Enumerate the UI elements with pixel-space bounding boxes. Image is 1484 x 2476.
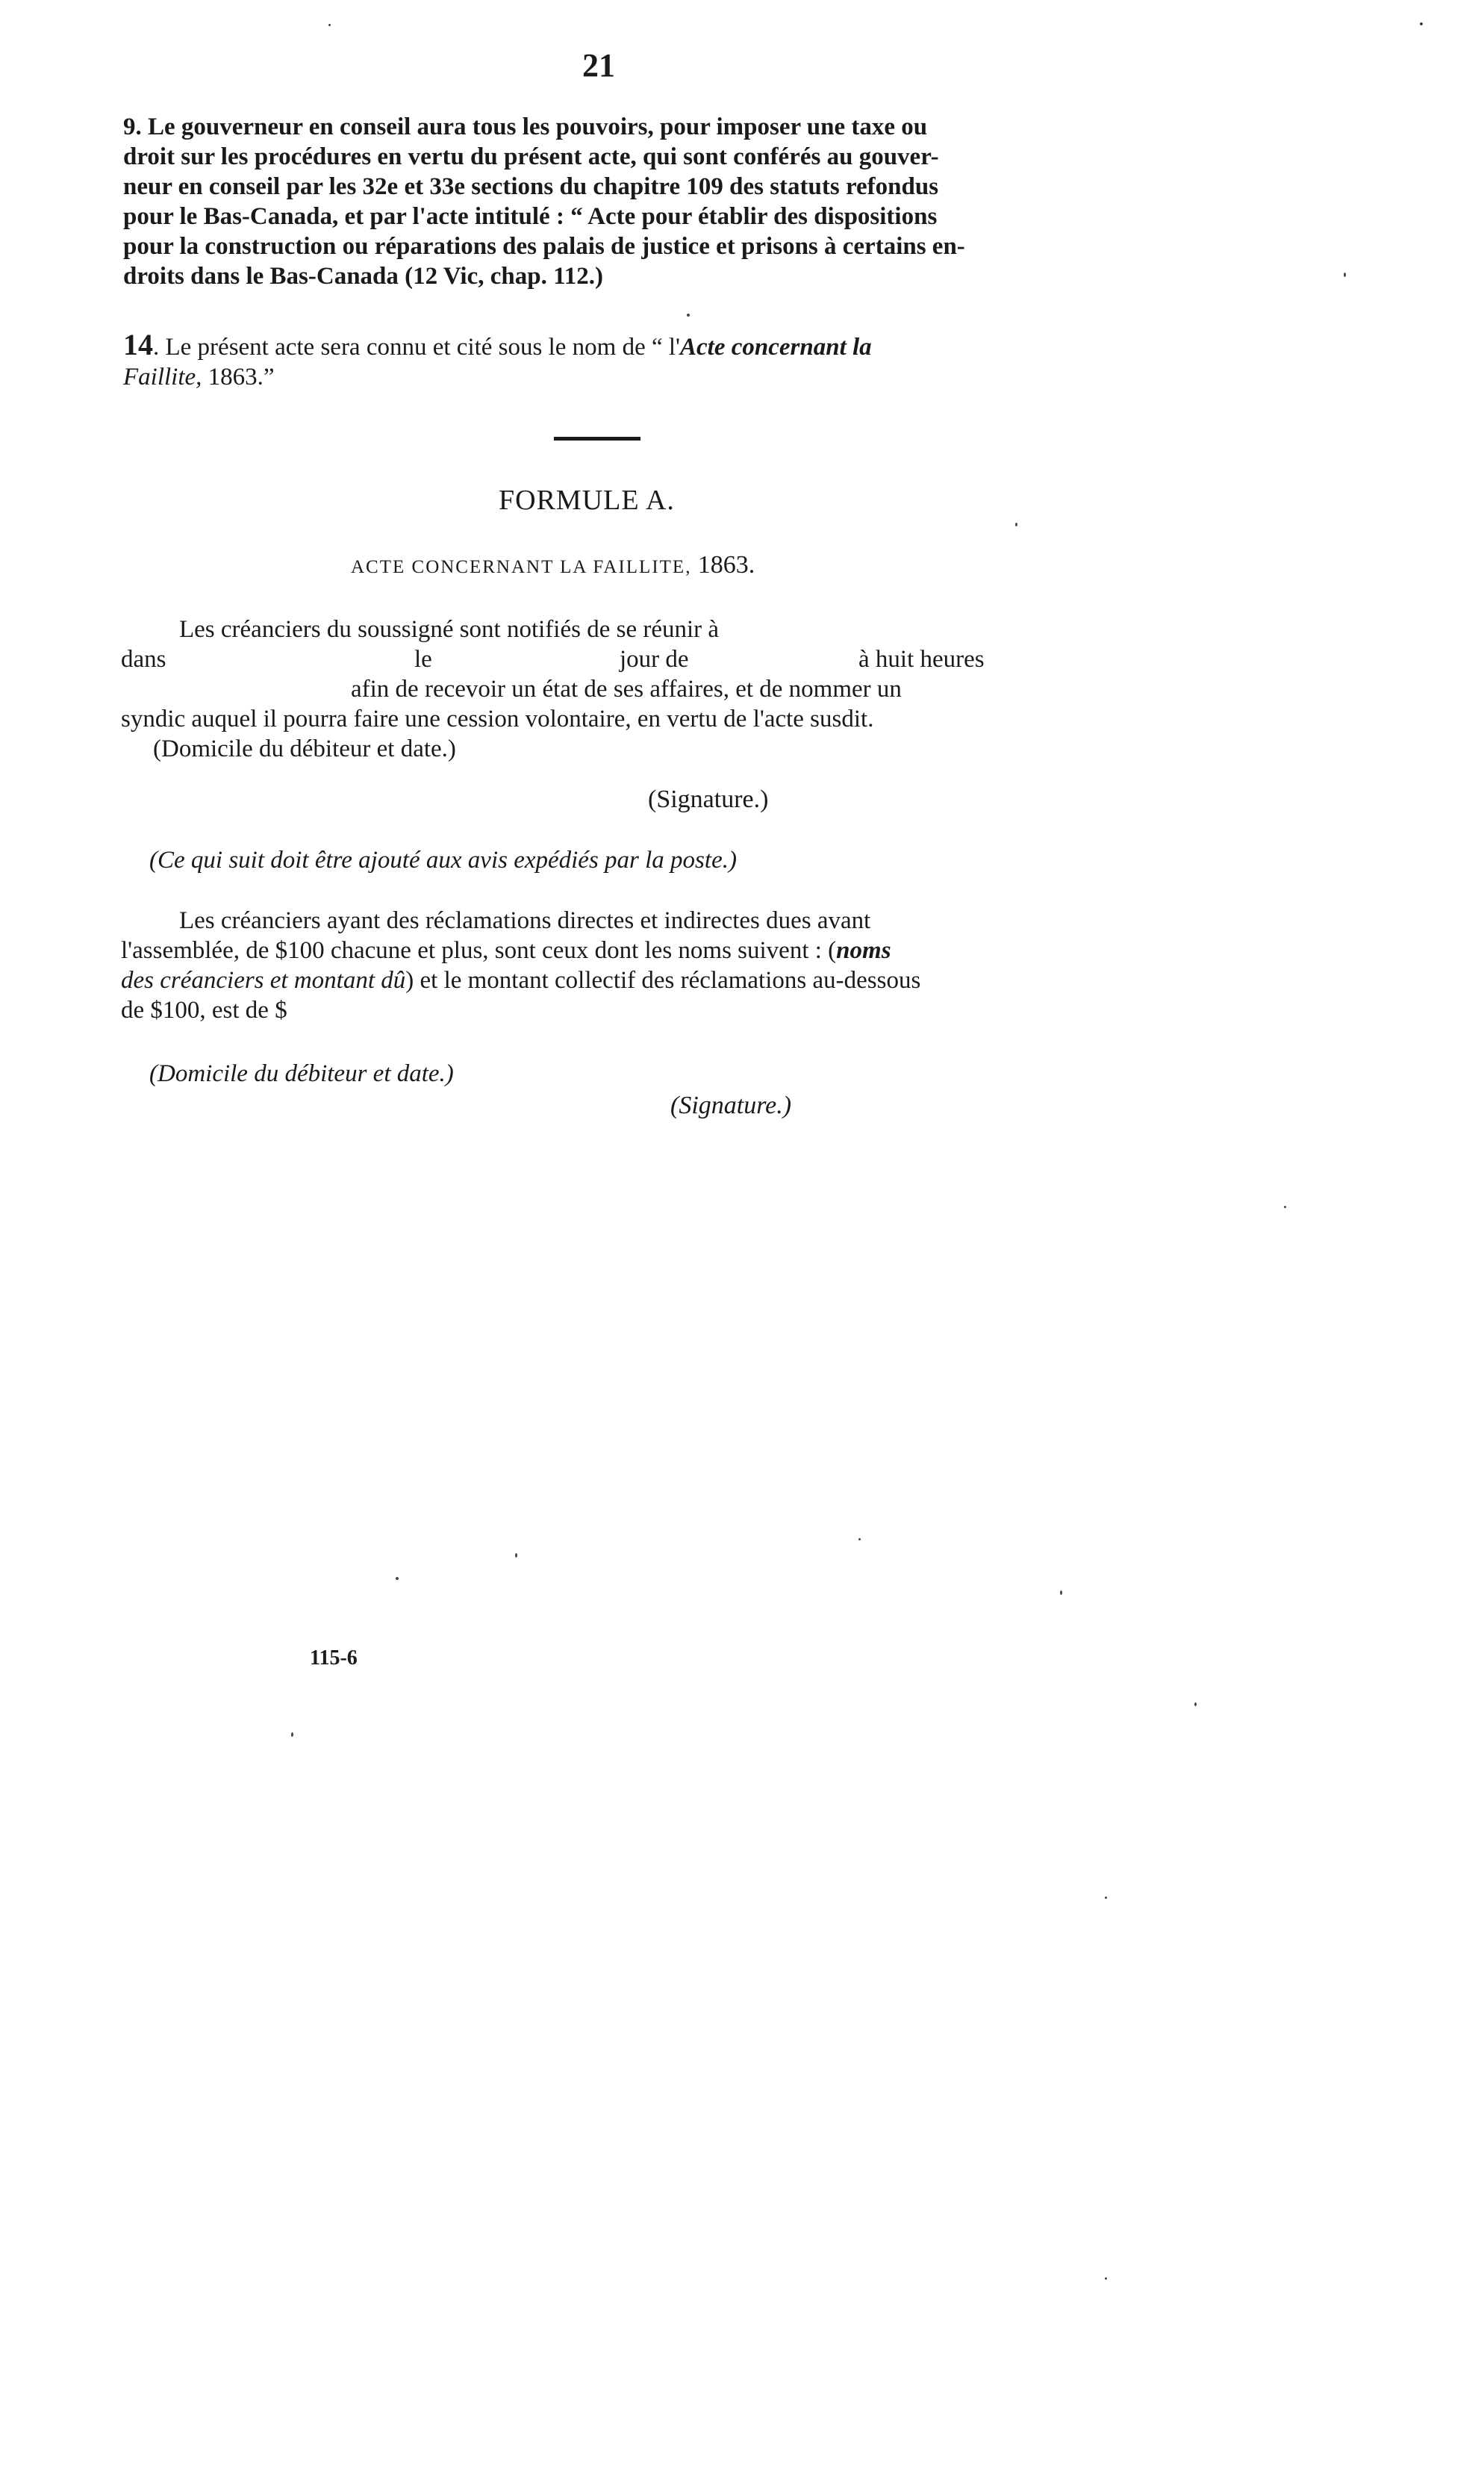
scan-speck — [858, 1538, 861, 1540]
scan-speck — [687, 314, 690, 317]
form-subtitle-text: ACTE CONCERNANT LA FAILLITE, — [351, 557, 692, 577]
section-14-year: 1863.” — [202, 364, 275, 391]
creditors-line-1: Les créanciers ayant des réclamations directes et indirectes dues avant — [179, 907, 871, 934]
scan-speck — [396, 1577, 399, 1580]
notice-signature: (Signature.) — [648, 786, 769, 813]
scan-speck — [1105, 2277, 1107, 2280]
creditors-signature: (Signature.) — [670, 1092, 792, 1119]
notice-line-1: Les créanciers du soussigné sont notifiés de se réunir à — [179, 616, 720, 643]
form-subtitle — [351, 551, 755, 579]
scan-speck — [1060, 1590, 1062, 1595]
section-9-line: droits dans le Bas-Canada (12 Vic, chap. 112.) — [123, 263, 603, 290]
scan-speck — [515, 1553, 517, 1558]
section-9-line: pour la construction ou réparations des palais de justice et prisons à certains en- — [123, 233, 965, 260]
form-subtitle-year: 1863. — [697, 551, 755, 579]
scan-speck — [1344, 273, 1346, 277]
scan-speck — [1015, 523, 1017, 526]
scan-speck — [1194, 1702, 1197, 1706]
section-9-line: 9. Le gouverneur en conseil aura tous les pouvoirs, pour imposer une taxe ou — [123, 113, 928, 140]
notice-blank-dans: dans — [121, 646, 166, 673]
section-9-line: pour le Bas-Canada, et par l'acte intitulé : “ Acte pour établir des dispositions — [123, 203, 938, 230]
section-14-number: 14 — [123, 328, 153, 361]
scan-speck — [1420, 22, 1423, 25]
page-number: 21 — [582, 47, 615, 84]
section-14-paragraph — [123, 330, 1086, 392]
scan-speck — [291, 1732, 293, 1737]
section-9-line: droit sur les procédures en vertu du présent acte, qui sont conférés au gouver- — [123, 143, 939, 170]
creditors-line-4: de $100, est de $ — [121, 997, 287, 1024]
notice-blank-jour: jour de — [620, 646, 689, 673]
act-title-italic: Acte concernant la — [680, 334, 872, 361]
notice-line-3: afin de recevoir un état de ses affaires, et de nommer un — [351, 676, 902, 703]
creditors-domicile: (Domicile du débiteur et date.) — [149, 1060, 454, 1087]
section-14-text: . Le présent acte sera connu et cité sous le nom de “ l' — [153, 334, 681, 361]
scan-speck — [328, 24, 331, 26]
creditors-amount-italic: des créanciers et montant dû — [121, 967, 406, 994]
notice-domicile: (Domicile du débiteur et date.) — [153, 735, 456, 762]
section-9-line: neur en conseil par les 32e et 33e sections du chapitre 109 des statuts refondus — [123, 173, 939, 200]
footer-code: 115-6 — [310, 1646, 358, 1670]
creditors-line-2-text: l'assemblée, de $100 chacune et plus, sont ceux dont les noms suivent : ( — [121, 937, 837, 964]
notice-blank-heures: à huit heures — [858, 646, 985, 673]
section-9-paragraph — [123, 112, 1086, 291]
scan-speck — [1284, 1206, 1286, 1208]
creditors-line-3-text: ) et le montant collectif des réclamations au-dessous — [405, 967, 921, 994]
creditors-names-italic: noms — [836, 937, 891, 964]
form-title: FORMULE A. — [499, 485, 675, 516]
creditors-line-2 — [121, 936, 891, 965]
scan-speck — [1105, 1897, 1107, 1899]
notice-line-4: syndic auquel il pourra faire une cession volontaire, en vertu de l'acte susdit. — [121, 706, 874, 732]
act-title-italic-cont: Faillite, — [123, 364, 202, 391]
postal-note: (Ce qui suit doit être ajouté aux avis expédiés par la poste.) — [149, 847, 737, 874]
section-divider — [554, 437, 640, 441]
notice-blank-le: le — [414, 646, 432, 673]
creditors-line-3 — [121, 965, 920, 995]
